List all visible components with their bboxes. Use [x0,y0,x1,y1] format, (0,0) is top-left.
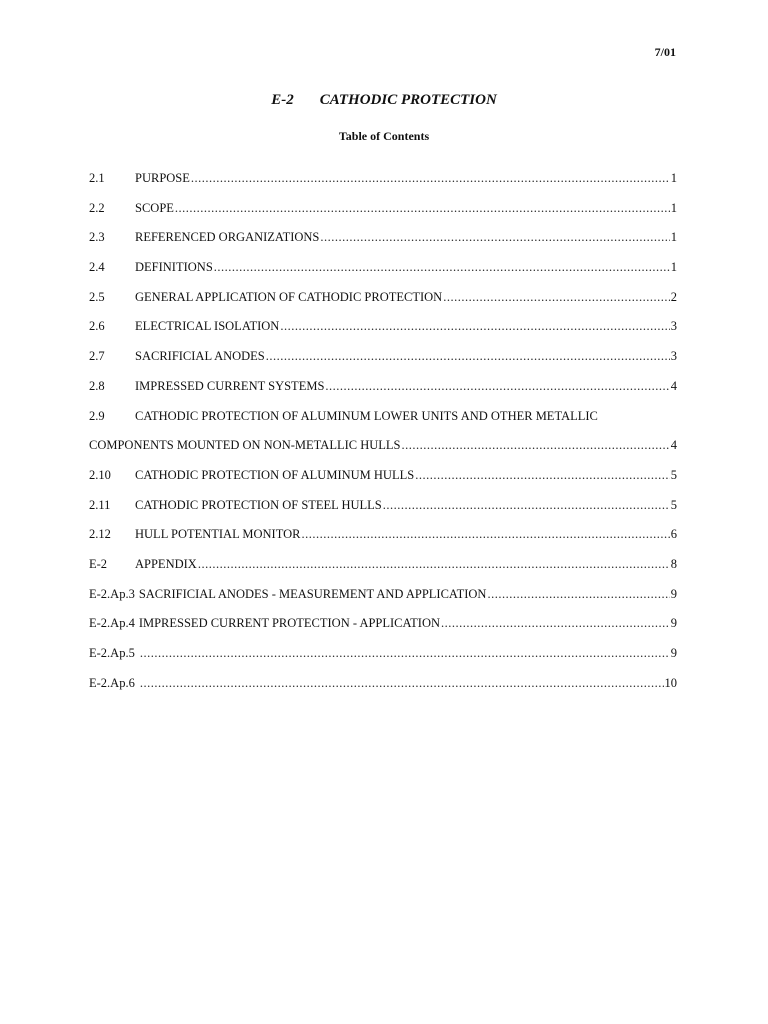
toc-section-number: 2.2 [89,200,105,215]
toc-page-number: 10 [664,675,677,690]
toc-entry-label: ELECTRICAL ISOLATION [135,319,280,334]
toc-entry-appendix[interactable] [89,557,677,587]
toc-leader-dots [175,201,670,216]
toc-section-number: E-2.Ap.3 [89,586,135,601]
toc-page-number: 3 [670,319,677,334]
toc-entry-2-5[interactable] [89,290,677,320]
toc-entry-label: CATHODIC PROTECTION OF ALUMINUM HULLS [135,467,415,482]
toc-entry-label: DEFINITIONS [135,260,213,275]
toc-entry-2-6[interactable] [89,319,677,349]
toc-leader-dots [198,557,670,572]
toc-leader-dots [415,468,670,483]
document-number: E-2 [271,92,294,108]
toc-page-number: 3 [670,349,677,364]
toc-page-number: 4 [670,378,677,393]
toc-entry-label: IMPRESSED CURRENT SYSTEMS [135,378,325,393]
toc-page-number: 4 [670,438,677,453]
toc-section-number: E-2.Ap.5 [89,646,135,660]
toc-entry-2-2[interactable] [89,201,677,231]
toc-entry-ap-6[interactable] [89,676,677,706]
toc-page-number: 2 [670,289,677,304]
table-of-contents [89,171,677,705]
toc-entry-label-continuation: COMPONENTS MOUNTED ON NON-METALLIC HULLS [89,438,401,453]
toc-section-number: E-2.Ap.4 [89,616,135,631]
toc-entry-2-10[interactable] [89,468,677,498]
toc-entry-label: SACRIFICIAL ANODES - MEASUREMENT AND APPLICATION [138,586,487,601]
toc-leader-dots [140,646,670,661]
toc-leader-dots [320,230,669,245]
toc-page-number: 1 [670,230,677,245]
toc-section-number: 2.3 [89,230,105,245]
toc-entry-2-1[interactable] [89,171,677,201]
toc-section-number: 2.11 [89,497,111,512]
toc-leader-dots [325,379,669,394]
toc-leader-dots [441,616,670,631]
toc-section-number: 2.10 [89,467,111,482]
toc-entry-ap-4[interactable] [89,616,677,646]
toc-entry-label: SACRIFICIAL ANODES [135,349,265,364]
toc-section-number: 2.12 [89,527,111,542]
toc-page-number: 9 [670,586,677,601]
page-date: 7/01 [654,45,676,59]
toc-section-number: 2.8 [89,378,105,393]
toc-leader-dots [443,290,670,305]
toc-section-number: 2.6 [89,319,105,334]
toc-entry-label: APPENDIX [135,556,197,571]
toc-entry-label: IMPRESSED CURRENT PROTECTION - APPLICATION [138,616,441,631]
toc-page-number: 1 [670,260,677,275]
toc-entry-label: SCOPE [135,200,174,215]
toc-entry-ap-5[interactable] [89,646,677,676]
toc-page-number: 8 [670,556,677,571]
toc-entry-2-8[interactable] [89,379,677,409]
toc-leader-dots [214,260,670,275]
toc-entry-label: REFERENCED ORGANIZATIONS [135,230,320,245]
toc-entry-2-11[interactable] [89,498,677,528]
toc-leader-dots [302,527,670,542]
toc-entry-label: CATHODIC PROTECTION OF ALUMINUM LOWER UNITS AND OTHER METALLIC [135,408,598,423]
toc-leader-dots [191,171,670,186]
toc-entry-2-9[interactable] [89,409,677,439]
toc-section-number: 2.7 [89,349,105,364]
toc-page-number: 9 [670,616,677,631]
toc-section-number: 2.1 [89,171,105,185]
toc-section-number: E-2.Ap.6 [89,675,135,690]
toc-page-number: 1 [670,200,677,215]
toc-section-number: 2.5 [89,289,105,304]
toc-leader-dots [383,498,670,513]
toc-page-number: 6 [670,527,677,542]
toc-leader-dots [280,319,669,334]
toc-leader-dots [402,438,670,453]
toc-leader-dots [140,676,664,691]
toc-entry-2-9-continuation[interactable] [89,438,677,468]
toc-entry-ap-3[interactable] [89,587,677,617]
toc-page-number: 1 [670,171,677,185]
document-title [0,92,768,109]
toc-section-number: E-2 [89,556,108,571]
toc-entry-label: CATHODIC PROTECTION OF STEEL HULLS [135,497,382,512]
toc-entry-label: GENERAL APPLICATION OF CATHODIC PROTECTION [135,289,443,304]
toc-page-number: 5 [670,467,677,482]
toc-entry-label: HULL POTENTIAL MONITOR [135,527,301,542]
toc-entry-label: PURPOSE [135,171,190,185]
toc-heading: Table of Contents [338,129,430,143]
toc-page-number: 9 [670,646,677,660]
toc-entry-2-4[interactable] [89,260,677,290]
toc-leader-dots [266,349,670,364]
toc-leader-dots [487,587,669,602]
toc-entry-2-7[interactable] [89,349,677,379]
toc-entry-2-12[interactable] [89,527,677,557]
toc-section-number: 2.9 [89,408,105,423]
document-title-text: CATHODIC PROTECTION [319,92,497,108]
toc-section-number: 2.4 [89,260,105,275]
toc-entry-2-3[interactable] [89,230,677,260]
toc-page-number: 5 [670,497,677,512]
